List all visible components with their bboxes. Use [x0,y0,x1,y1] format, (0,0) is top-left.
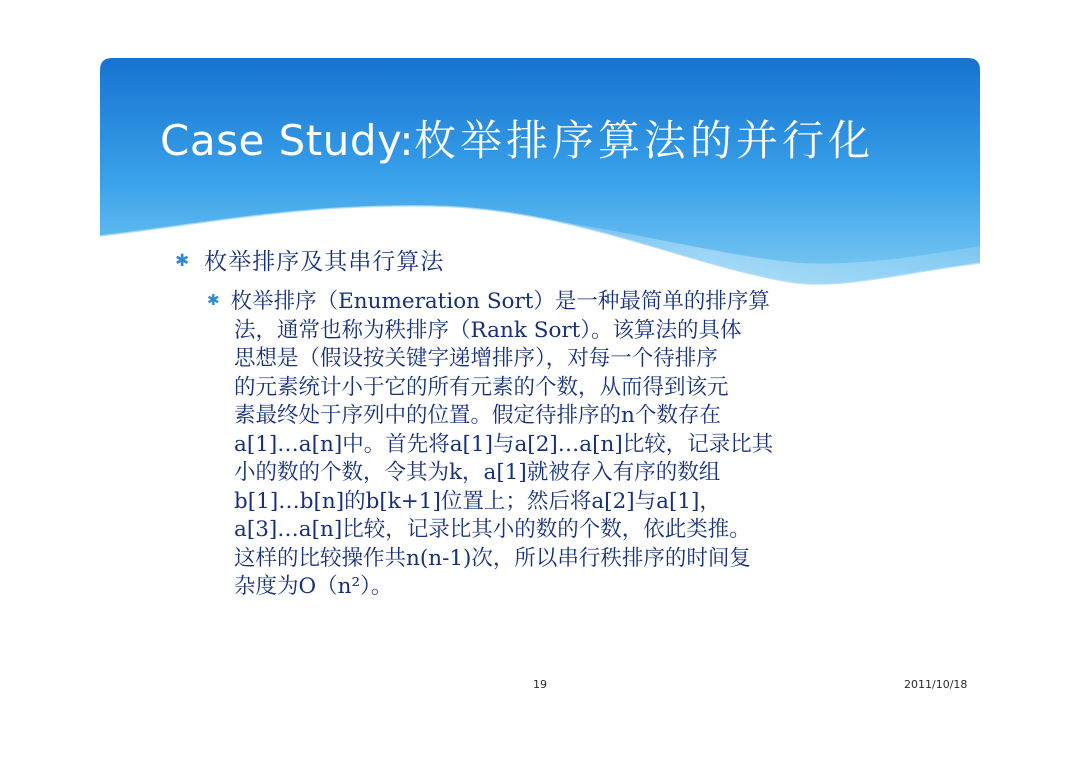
footer-date: 2011/10/18 [904,678,968,691]
title-chinese: 枚举排序算法的并行化 [414,116,875,165]
paragraph-line: a[1]…a[n]中。首先将a[1]与a[2]…a[n]比较，记录比其 [234,431,774,457]
bullet-level2-first-line [207,286,897,317]
slide-title [160,108,874,168]
paragraph-line: 这样的比较操作共n(n-1)次，所以串行秩排序的时间复 [234,545,751,571]
paragraph-line: 法，通常也称为秩排序（Rank Sort）。该算法的具体 [234,317,742,343]
bullet-level2 [207,286,897,602]
paragraph-line: 思想是（假设按关键字递增排序），对每一个待排序 [234,346,718,371]
paragraph-line: a[3]…a[n]比较，记录比其小的数的个数，依此类推。 [234,517,751,542]
paragraph-line: 杂度为O（n²）。 [234,574,393,599]
paragraph-line: 小的数的个数，令其为k，a[1]就被存入有序的数组 [234,460,721,485]
bullet-level1 [175,243,444,276]
paragraph-line: 的元素统计小于它的所有元素的个数，从而得到该元 [234,374,729,400]
paragraph-line: b[1]…b[n]的b[k+1]位置上；然后将a[2]与a[1]， [234,488,721,514]
bullet-level1-text: 枚举排序及其串行算法 [204,249,445,275]
asterisk-icon: ✱ [207,291,220,309]
title-latin: Case Study: [160,116,414,165]
page-number: 19 [533,678,547,691]
paragraph-line: 素最终处于序列中的位置。假定待排序的n个数存在 [234,403,721,428]
paragraph-line: 枚举排序（Enumeration Sort）是一种最简单的排序算 [230,289,770,314]
asterisk-icon: ✱ [175,251,191,271]
